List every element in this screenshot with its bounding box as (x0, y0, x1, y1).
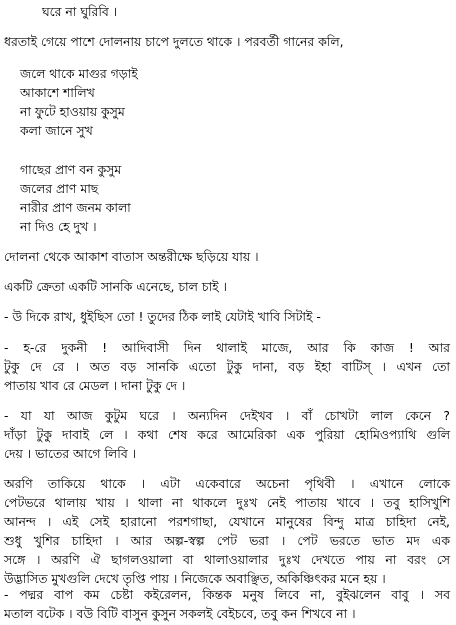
top-line: ঘরে না ঘুরিবি । (42, 4, 118, 19)
paragraph-line: - হ-রে দুকনী ! আদিবাসী দিন থালাই মাজে, আর কি কাজ ! আর (4, 340, 450, 355)
verse-line: না দিও হে দুখ । (20, 219, 97, 234)
paragraph-line: একটি ক্রেতা একটি সানকি এনেছে, চাল চাই । (4, 279, 227, 294)
paragraph-line: - যা যা আজ কুটুম ঘরে । অন্যদিন দেইখব । বাঁ চোখটা লাল কেনে ? (4, 408, 450, 423)
paragraph-line: সঙ্গে । অরণি ঐ ছাগলওয়ালা বা থালাওয়ালার দুঃখ দেখতে পায় না বরং সে (4, 552, 450, 567)
paragraph-line: - উ দিকে রাখ, ধুইছিস তো ! তুদের ঠিক লাই যেটাই খাবি সিটাই - (4, 309, 321, 324)
verse-line: জলে থাকে মাগুর গড়াই (20, 66, 138, 81)
verse-line: না ফুটে হাওয়ায় কুসুম (20, 104, 125, 119)
paragraph-line: পেটভরে থালায় খায় । থালা না থাকলে দুঃখ নেই পাতায় খাবে । তবু হাসিখুশি (4, 495, 450, 510)
verse-line: আকাশে শালিখ (20, 85, 95, 100)
paragraph-line: দাঁড়া টুকু দাবাই লে । কথা শেষ করে আমেরিকা এক পুরিয়া হোমিওপ্যাথি গুলি (4, 427, 450, 442)
paragraph-line: টুকু দে রে । অত বড় সানকি এতো টুকু দানা, বড় ইহা বাটিস্ । এখন তো (4, 359, 450, 374)
verse-line: কলা জানে সুখ (20, 123, 93, 138)
verse-line: গাছের প্রাণ বন কুসুম (20, 162, 122, 177)
paragraph-line: শুধু খুশির চাহিদা । আর অল্প-স্বল্প পেট ভরা । পেট ভরতে ভাত মদ এক (4, 533, 450, 548)
paragraph-line: আনন্দ । এই সেই হারানো পরশগাছা, যেখানে মানুষের বিন্দু মাত্র চাহিদা নেই, (4, 514, 450, 529)
paragraph-line: পাতায় খাব রে মেডল । দানা টুকু দে । (4, 378, 186, 393)
paragraph-line: দোলনা থেকে আকাশ বাতাস অন্তরীক্ষে ছড়িয়ে যায় । (4, 249, 259, 264)
paragraph-line: - পদ্মর বাপ কম চেষ্টা কইরেলন, কিন্তক মনুষ লিবে না, বুইঝলেন বাবু । সব (4, 587, 450, 602)
paragraph-line: উদ্ভাসিত মুখগুলি দেখে তৃপ্তি পায় । নিজেকে অবাঞ্ছিত, অকিঞ্চিৎকর মনে হয় । (4, 571, 386, 586)
verse-line: নারীর প্রাণ জনম কালা (20, 200, 131, 215)
paragraph-line: অরণি তাকিয়ে থাকে । এটা একেবারে অচেনা পৃথিবী । এখানে লোকে (4, 476, 450, 491)
verse-line: জলের প্রাণ মাছ (20, 181, 99, 196)
paragraph-line: দেয় । ভাতের আগে লিবি । (4, 446, 137, 461)
intro-line: ধরতাই গেয়ে পাশে দোলনায় চাপে দুলতে থাকে । পরবর্তী গানের কলি, (4, 34, 344, 49)
paragraph-line: মতাল বটেক । বউ বিটি বাসুন কুসুন সকলই বেইচবে, তবু কন শিখবে না । (4, 606, 356, 621)
